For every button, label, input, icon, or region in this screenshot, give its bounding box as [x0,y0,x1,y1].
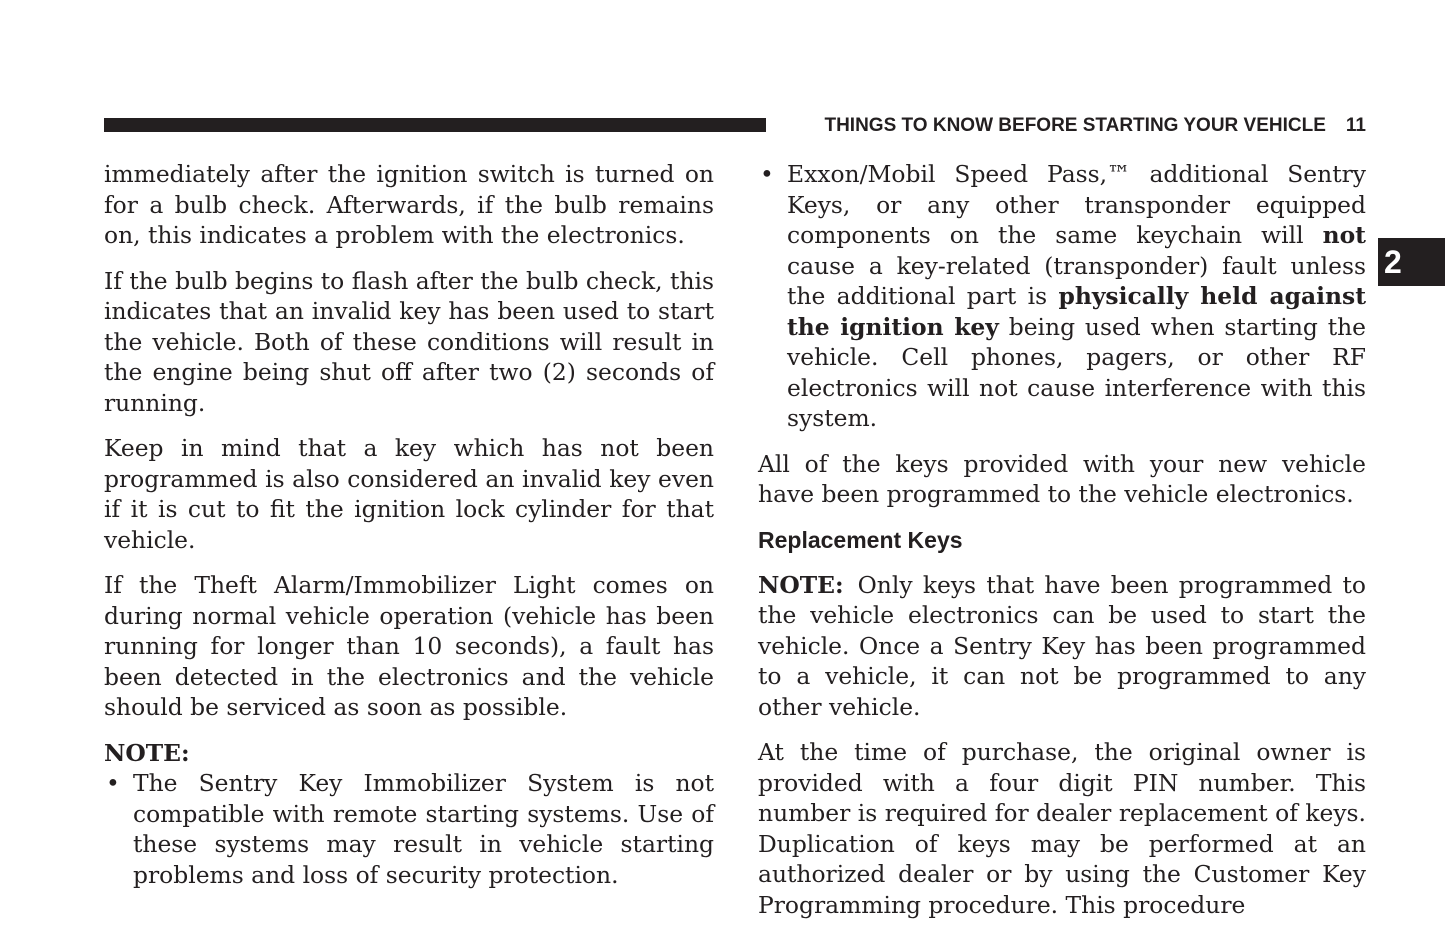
page-number: 11 [1345,115,1366,136]
bullet-text-remote-start: The Sentry Key Immobilizer System is not compatible with remote starting systems. Use of these systems may result in vehicle starting problems and loss of security protection. [133,769,714,889]
chapter-tab [1378,238,1445,286]
bullet-text-part2: cause a key-related (transponder) fault unless the additional part is [787,251,1366,310]
section-heading-replacement-keys: Replacement Keys [758,526,963,553]
bullet-text-part1: Exxon/Mobil Speed Pass,™ additional Sentry Keys, or any other transponder equipped components on the same keychain will [787,160,1366,249]
paragraph-keys-programmed: All of the keys provided with your new vehicle have been programmed to the vehicle electronics. [758,449,1366,508]
bullet-text-part3: being used when starting the vehicle. Cell phones, pagers, or other RF electronics will not cause interference with this system. [787,312,1366,432]
paragraph-pin-number: At the time of purchase, the original owner is provided with a four digit PIN number. This number is required for dealer replacement of keys. Duplication of keys may be performed at an authorized dealer or by using the Customer Key Programming procedure. This procedure [758,738,1366,919]
list-item [758,159,1366,434]
right-column [758,159,1366,935]
paragraph-theft-alarm-light: If the Theft Alarm/Immobilizer Light comes on during normal vehicle operation (vehicle has been running for longer than 10 seconds), a fault has been detected in the electronics and the vehicle should be serviced as soon as possible. [104,571,714,721]
bullet-text-bold-not: not [1322,221,1366,249]
note-bullet-list [104,768,714,890]
note-label: NOTE: [758,570,844,599]
note-heading [104,738,714,769]
paragraph-unprogrammed-key: Keep in mind that a key which has not been programmed is also considered an invalid key even if it is cut to fit the ignition lock cylinder for that vehicle. [104,434,714,554]
running-head [782,115,1366,137]
note-label: NOTE: [104,738,190,767]
note-paragraph [758,570,1366,723]
list-item [104,768,714,890]
paragraph-bulb-flash: If the bulb begins to flash after the bulb check, this indicates that an invalid key has been used to start the vehicle. Both of these conditions will result in the engine being shut off after two (2) seconds of running. [104,266,714,417]
bullet-text-bold-held: physically held against the ignition key [787,282,1367,341]
paragraph-bulb-check: immediately after the ignition switch is turned on for a bulb check. Afterwards, if the bulb remains on, this indicates a problem with the electronics. [104,160,714,249]
header-rule [104,118,766,132]
chapter-number: 2 [1384,243,1402,280]
running-title: THINGS TO KNOW BEFORE STARTING YOUR VEHICLE [824,115,1326,136]
left-column [104,159,714,905]
note-text: Only keys that have been programmed to the vehicle electronics can be used to start the vehicle. Once a Sentry Key has been programmed to a vehicle, it can not be programmed to any other vehicle. [758,570,1366,721]
bullet-icon: • [760,160,774,188]
note-bullet-list-continued [758,159,1366,434]
bullet-icon: • [106,769,120,797]
